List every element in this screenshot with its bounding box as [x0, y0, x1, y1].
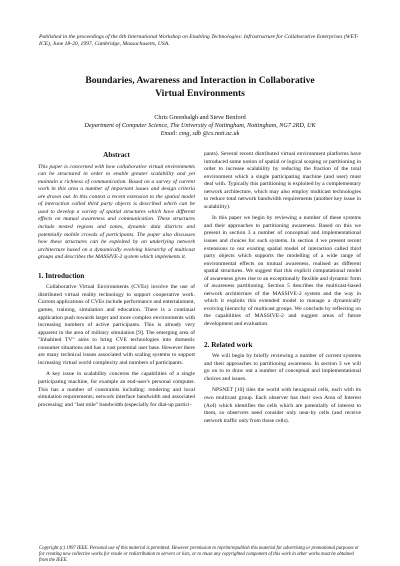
intro-paragraph-2: A key issue in scalability concerns the capabilities of a single participating machine, for example an end-user's personal computer. This has a number of constraints including: rendering and local simulation requirements; network interface bandwidth and associated processing; and "last mile" bandwidth (especially for dial-up partici- — [38, 371, 195, 408]
right-column — [204, 151, 361, 429]
abstract-body: This paper is concerned with how collaborative virtual environments can be structured in order to enable greater scalability and yet maintain a richness of communication. Based on a survey of current work in this area a number of important issues and design criteria are drawn out. In this context a recent extension to the spatial model of interaction called third party objects is described which can be used to develop a variety of spatial structures which have different effects on mutual awareness and communication. These structures include nested regions and zones, dynamic data districts and potentially mobile crowds of participants. The paper also discusses how these structures can be exploited by an underlying network architecture based on a dynamically evolving hierarchy of multicast groups and describes the MASSIVE-2 system which implements it. — [38, 163, 195, 261]
author-names: Chris Greenhalgh and Steve Benford — [154, 114, 246, 121]
paper-title-line-1: Boundaries, Awareness and Interaction in Collaborative — [85, 75, 315, 86]
intro-paragraph-3: pants). Several recent distributed virtual environment platforms have introduced some notion of spatial or logical scoping or partitioning in order to increase scalability by reducing the fraction of the total environment which a single participating machine (and user) must deal with. Typically this partitioning is exploited by a complementary network architecture, which may also employ multicast technologies to reduce total network bandwidth requirements (another key issue in scalability). — [204, 151, 361, 210]
author-affiliation: Department of Computer Science, The University of Nottingham, Nottingham, NG7 2RD, UK — [84, 122, 316, 130]
related-work-paragraph-1: We will begin by briefly reviewing a number of current systems and their approaches to partitioning awareness. In section 3 we will go on to to draw out a number of conceptual and implementational choices and issues. — [204, 353, 361, 382]
title-block — [0, 75, 400, 100]
intro-paragraph-1: Collaborative Virtual Environments (CVEs) involve the use of distributed virtual reality technology to support cooperative work. Current applications of CVEs include performance and entertainment, games, training, simulation and education. There is a continual application push towards larger and more complex environments with increasing numbers of active participants. This is already very apparent in the area of military simulation [9]. The emerging area of "Inhabited TV" aims to bring CVE technologies into domestic consumer situations and has a vast potential user base. However there are many technical issues associated with scaling systems to support increasing virtual world complexity and numbers of participants. — [38, 284, 195, 366]
related-work-paragraph-2: NPSNET [10] tiles the world with hexagonal cells, each with its own multicast group. Each observer has their own Area of Interest (AoI) which identifies the cells which are potentially of interest to them, so observers need consider only near-by cells (and receive network traffic only from those cells). — [204, 387, 361, 424]
paper-title-line-2: Virtual Environments — [155, 87, 245, 99]
author-email: Email: cmg, sdb @cs.nott.ac.uk — [160, 130, 240, 138]
section-2-heading: 2. Related work — [204, 340, 253, 349]
proceedings-note: Published in the proceedings of the 6th International Workshop on Enabling Technologies: Infrastructure for Collaborative Enterprises (WET-ICE), June 18-20, 1997, Cambridge, Massachusetts, USA. — [39, 34, 359, 48]
section-1-heading: 1. Introduction — [38, 271, 85, 280]
authors-block — [0, 114, 400, 139]
left-column — [38, 151, 195, 413]
intro-paragraph-4: In this paper we begin by reviewing a number of these systems and their approaches to partitioning awareness. Based on this we present in section 3 a number of conceptual and implementational issues and choices for such systems. In section 4 we present recent extensions to our existing spatial model of interaction called third party objects which supports the modelling of a wide range of environmental effects on mutual awareness, realised as different spatial structures. We suggest that this explicit computational model of awareness gives rise to an exceptionally flexible and dynamic form of awareness partitioning. Section 5 describes the multicast-based network architecture of the MASSIVE-2 system and the way in which it exploits this extended model to manage a dynamically evolving hierarchy of multicast groups. We conclude by reflecting on the capabilities of MASSIVE-2 and suggest areas of future development and evaluation. — [204, 215, 361, 328]
abstract-heading: Abstract — [103, 151, 130, 159]
copyright-footer: Copyright (c) 1997 IEEE. Personal use of this material is permitted. However permission to reprint/republish this material for advertising or promotional purposes or for creating new collective works for resale or redistribution to servers or lists, or to reuse any copyrighted component of this work in other works must be obtained from the IEEE. — [39, 546, 360, 564]
section-gap — [204, 333, 361, 341]
